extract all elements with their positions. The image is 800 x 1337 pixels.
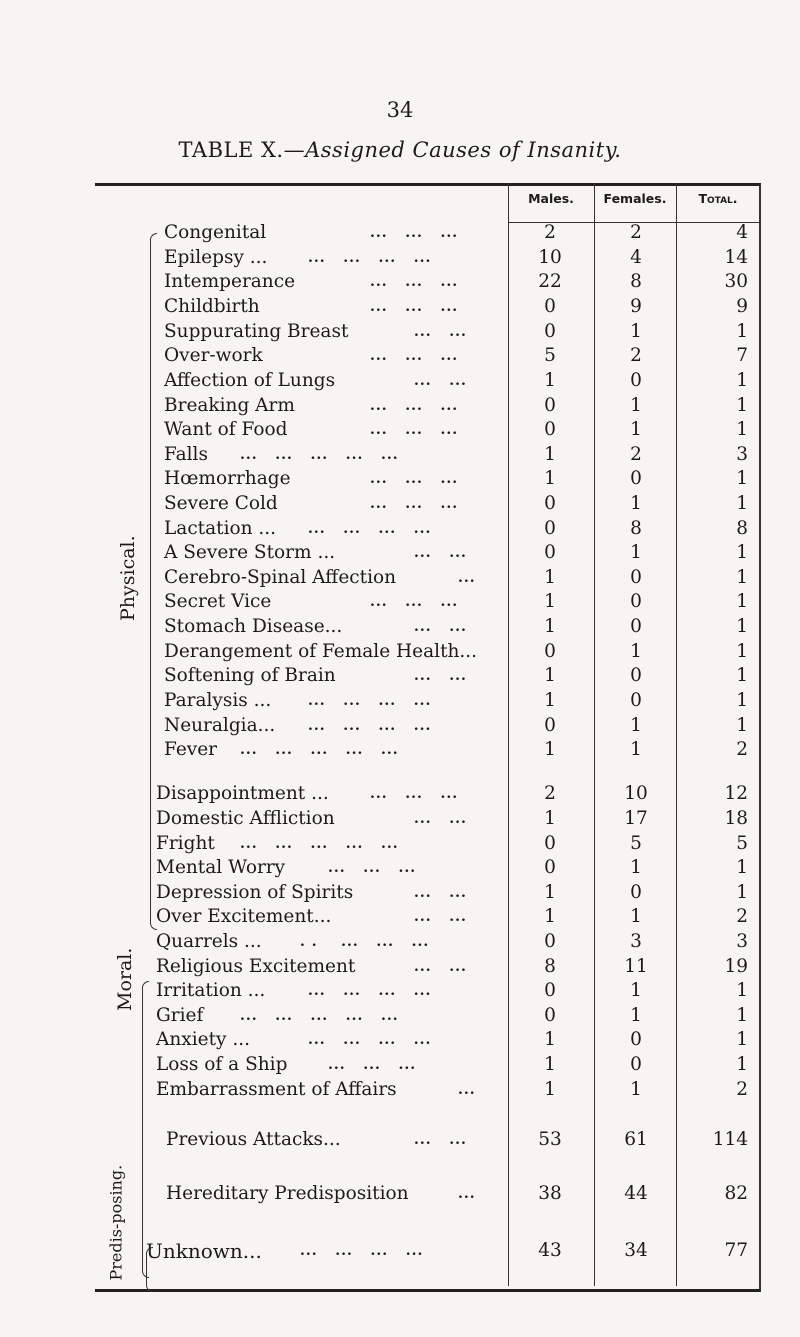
males-value: 0 [544,857,556,878]
table-row [0,905,800,929]
table-row [0,517,800,541]
females-value: 2 [630,345,642,366]
males-value: 0 [544,931,556,952]
cause-label: Previous Attacks... [166,1129,341,1150]
table-row [0,467,800,491]
total-value: 77 [724,1240,748,1261]
males-value: 1 [544,616,556,637]
group-label-physical: Physical. [117,535,139,621]
females-value: 1 [630,542,642,563]
cause-label: Anxiety ... [156,1029,250,1050]
total-value: 1 [736,591,748,612]
males-value: 0 [544,518,556,539]
total-value: 1 [736,882,748,903]
column-header-total: Total. [698,191,738,206]
total-value: 1 [736,419,748,440]
leader-dots: ... ... ... ... [308,521,432,537]
leader-dots: ... ... [414,909,467,925]
cause-label: Suppurating Breast [164,321,349,342]
females-value: 8 [630,271,642,292]
table-row [0,418,800,442]
total-value: 8 [736,518,748,539]
leader-dots: ... ... ... [370,398,459,414]
leader-dots: ... ... ... [370,496,459,512]
table-row [0,930,800,954]
table-row [0,246,800,270]
unknown-row [0,1239,800,1263]
males-value: 8 [544,956,556,977]
total-value: 1 [736,690,748,711]
cause-label: Irritation ... [156,980,266,1001]
females-value: 1 [630,739,642,760]
total-value: 1 [736,641,748,662]
leader-dots: ... ... ... ... [308,983,432,999]
leader-dots: ... ... [414,373,467,389]
males-value: 1 [544,739,556,760]
leader-dots: ... ... ... [328,860,417,876]
males-value: 2 [544,783,556,804]
table-row [0,1128,800,1152]
males-value: 1 [544,370,556,391]
males-value: 1 [544,882,556,903]
predisposing-bracket-bottom [146,1269,153,1292]
table-row [0,689,800,713]
cause-label: Disappointment ... [156,783,329,804]
females-value: 0 [630,882,642,903]
leader-dots: ... [458,1186,476,1202]
table-row [0,590,800,614]
table-row [0,979,800,1003]
females-value: 2 [630,222,642,243]
females-value: 10 [624,783,648,804]
males-value: 1 [544,1079,556,1100]
table-row [0,1028,800,1052]
group-label-moral: Moral. [114,947,136,1011]
total-value: 14 [724,247,748,268]
total-value: 2 [736,906,748,927]
males-value: 1 [544,690,556,711]
table-row [0,566,800,590]
total-value: 7 [736,345,748,366]
total-value: 82 [724,1183,748,1204]
cause-label: Mental Worry [156,857,286,878]
females-value: 1 [630,857,642,878]
females-value: 1 [630,321,642,342]
total-value: 3 [736,444,748,465]
females-value: 44 [624,1183,648,1204]
cause-label: Affection of Lungs [164,370,336,391]
leader-dots: ... ... ... [370,786,459,802]
males-value: 1 [544,468,556,489]
males-value: 43 [538,1240,562,1261]
leader-dots: ... ... [414,811,467,827]
total-value: 9 [736,296,748,317]
males-value: 53 [538,1129,562,1150]
cause-label: Depression of Spirits [156,882,354,903]
females-value: 17 [624,808,648,829]
males-value: 0 [544,833,556,854]
leader-dots: ... ... ... [370,274,459,290]
page-number: 34 [386,98,414,122]
total-value: 2 [736,1079,748,1100]
cause-label: Over Excitement... [156,906,332,927]
cause-label: Unknown... [146,1239,262,1263]
cause-label: Grief [156,1005,204,1026]
cause-label: Intemperance [164,271,296,292]
cause-label: A Severe Storm ... [164,542,336,563]
leader-dots: ... ... ... [370,422,459,438]
males-value: 1 [544,1054,556,1075]
total-value: 2 [736,739,748,760]
total-value: 1 [736,321,748,342]
total-value: 1 [736,542,748,563]
table-row [0,270,800,294]
group-label-predisposing: Predis-posing. [106,1164,126,1281]
table-row [0,295,800,319]
leader-dots: ... ... ... ... ... [240,836,399,852]
table-row [0,492,800,516]
females-value: 1 [630,906,642,927]
total-value: 1 [736,567,748,588]
leader-dots: ... ... [414,619,467,635]
cause-label: Quarrels ... [156,931,262,952]
leader-dots: ... ... ... ... ... [240,1008,399,1024]
table-title [0,138,800,162]
column-header-females: Females. [603,191,667,206]
total-value: 30 [724,271,748,292]
total-value: 1 [736,857,748,878]
leader-dots: ... ... ... [370,225,459,241]
table-row [0,615,800,639]
table-row [0,832,800,856]
total-value: 18 [724,808,748,829]
females-value: 0 [630,1029,642,1050]
males-value: 2 [544,222,556,243]
table-title-prefix: TABLE X.— [178,138,306,162]
table-row [0,320,800,344]
males-value: 0 [544,641,556,662]
cause-label: Hereditary Predisposition [166,1183,409,1204]
table-row [0,541,800,565]
males-value: 0 [544,1005,556,1026]
leader-dots: . . ... ... ... [300,934,430,950]
males-value: 0 [544,715,556,736]
males-value: 1 [544,906,556,927]
leader-dots: ... ... ... ... ... [240,447,399,463]
total-value: 114 [712,1129,748,1150]
females-value: 0 [630,567,642,588]
females-value: 0 [630,665,642,686]
table-row [0,1004,800,1028]
males-value: 1 [544,1029,556,1050]
males-value: 5 [544,345,556,366]
cause-label: Stomach Disease... [164,616,343,637]
table-row [0,955,800,979]
table-row [0,369,800,393]
males-value: 10 [538,247,562,268]
table-row [0,1078,800,1102]
leader-dots: ... [458,570,476,586]
leader-dots: ... ... ... ... ... [240,742,399,758]
males-value: 1 [544,665,556,686]
total-value: 3 [736,931,748,952]
cause-label: Lactation ... [164,518,277,539]
females-value: 61 [624,1129,648,1150]
table-row [0,664,800,688]
females-value: 0 [630,1054,642,1075]
table-row [0,714,800,738]
females-value: 0 [630,591,642,612]
females-value: 2 [630,444,642,465]
females-value: 0 [630,616,642,637]
females-value: 1 [630,493,642,514]
males-value: 0 [544,542,556,563]
leader-dots: ... ... ... [370,594,459,610]
cause-label: Secret Vice [164,591,272,612]
total-value: 1 [736,1054,748,1075]
cause-label: Religious Excitement [156,956,356,977]
males-value: 1 [544,444,556,465]
males-value: 1 [544,567,556,588]
cause-label: Paralysis ... [164,690,272,711]
total-value: 12 [724,783,748,804]
females-value: 0 [630,468,642,489]
leader-dots: ... ... [414,1132,467,1148]
males-value: 0 [544,321,556,342]
table-row [0,394,800,418]
leader-dots: ... ... ... ... [308,693,432,709]
total-value: 1 [736,715,748,736]
males-value: 0 [544,296,556,317]
cause-label: Severe Cold [164,493,278,514]
males-value: 1 [544,808,556,829]
females-value: 1 [630,1079,642,1100]
males-value: 1 [544,591,556,612]
cause-label: Derangement of Female Health... [164,641,478,662]
cause-label: Congenital [164,222,267,243]
cause-label: Softening of Brain [164,665,336,686]
cause-label: Want of Food [164,419,288,440]
table-row [0,807,800,831]
total-value: 1 [736,370,748,391]
total-value: 1 [736,395,748,416]
cause-label: Loss of a Ship [156,1054,288,1075]
leader-dots: ... ... ... [370,348,459,364]
leader-dots: ... ... ... ... [308,1032,432,1048]
females-value: 3 [630,931,642,952]
leader-dots: ... ... ... ... [300,1243,424,1259]
females-value: 11 [624,956,648,977]
total-value: 1 [736,468,748,489]
cause-label: Fever [164,739,218,760]
leader-dots: ... ... ... [370,471,459,487]
table-row [0,221,800,245]
cause-label: Hœmorrhage [164,468,291,489]
cause-label: Breaking Arm [164,395,295,416]
females-value: 8 [630,518,642,539]
leader-dots: ... [458,1082,476,1098]
total-value: 1 [736,980,748,1001]
females-value: 1 [630,395,642,416]
table-row [0,1182,800,1206]
table-row [0,881,800,905]
females-value: 0 [630,370,642,391]
cause-label: Domestic Affliction [156,808,335,829]
females-value: 9 [630,296,642,317]
table-row [0,856,800,880]
table-row [0,640,800,664]
table-row [0,1053,800,1077]
cause-label: Falls [164,444,208,465]
males-value: 22 [538,271,562,292]
cause-label: Neuralgia... [164,715,276,736]
females-value: 1 [630,641,642,662]
cause-label: Over-work [164,345,263,366]
total-value: 5 [736,833,748,854]
table-row [0,738,800,762]
males-value: 0 [544,493,556,514]
females-value: 5 [630,833,642,854]
females-value: 1 [630,715,642,736]
leader-dots: ... ... ... ... [308,250,432,266]
males-value: 0 [544,980,556,1001]
cause-label: Fright [156,833,215,854]
column-header-males: Males. [528,191,574,206]
males-value: 0 [544,419,556,440]
leader-dots: ... ... ... ... [308,718,432,734]
leader-dots: ... ... [414,885,467,901]
cause-label: Cerebro-Spinal Affection [164,567,397,588]
total-value: 1 [736,1029,748,1050]
females-value: 34 [624,1240,648,1261]
females-value: 4 [630,247,642,268]
total-value: 1 [736,493,748,514]
leader-dots: ... ... [414,959,467,975]
females-value: 0 [630,690,642,711]
males-value: 0 [544,395,556,416]
table-title-italic: Assigned Causes of Insanity. [305,138,622,162]
leader-dots: ... ... ... [370,299,459,315]
males-value: 38 [538,1183,562,1204]
total-value: 4 [736,222,748,243]
leader-dots: ... ... [414,545,467,561]
leader-dots: ... ... [414,324,467,340]
cause-label: Epilepsy ... [164,247,268,268]
females-value: 1 [630,1005,642,1026]
cause-label: Embarrassment of Affairs [156,1079,397,1100]
total-value: 1 [736,616,748,637]
table-row [0,344,800,368]
females-value: 1 [630,980,642,1001]
table-row [0,782,800,806]
total-value: 1 [736,665,748,686]
cause-label: Childbirth [164,296,260,317]
leader-dots: ... ... ... [328,1057,417,1073]
total-value: 1 [736,1005,748,1026]
leader-dots: ... ... [414,668,467,684]
females-value: 1 [630,419,642,440]
total-value: 19 [724,956,748,977]
table-row [0,443,800,467]
